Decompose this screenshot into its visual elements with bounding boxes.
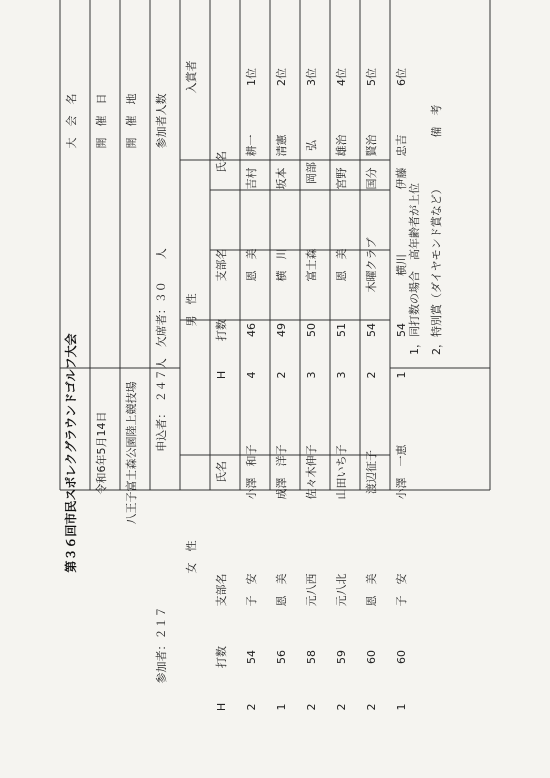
table-row <box>394 68 408 711</box>
female-branch-header: 支部名 <box>215 573 228 607</box>
male-name-cell: 吉村 耕一 <box>245 134 258 190</box>
male-name-cell: 国分 賢治 <box>365 134 378 190</box>
female-strokes-cell: 60 <box>365 650 378 664</box>
male-h-cell: 1 <box>395 371 408 379</box>
female-strokes-cell: 59 <box>335 650 348 664</box>
label-event-name: 大 会 名 <box>65 93 78 149</box>
female-branch-cell: 子 安 <box>245 573 258 607</box>
female-branch-cell: 子 安 <box>395 573 408 607</box>
female-branch-cell: 元八西 <box>305 573 318 607</box>
female-name-cell: 成澤 洋子 <box>275 444 288 500</box>
event-applicants: 申込者： ２４７人 欠席者：３０ 人 <box>155 248 168 452</box>
male-header: 男 性 <box>185 293 198 327</box>
table-row <box>334 68 348 711</box>
male-strokes-cell: 49 <box>275 323 288 337</box>
female-name-header: 氏名 <box>215 461 228 483</box>
female-h-cell: 2 <box>335 703 348 711</box>
male-h-cell: 4 <box>245 371 258 379</box>
male-name-cell: 宮野 雄治 <box>335 134 348 190</box>
female-strokes-cell: 54 <box>245 650 258 664</box>
label-participants: 参加者人数 <box>155 93 168 149</box>
female-h-header: H <box>215 702 228 712</box>
rank-cell: 4位 <box>335 68 348 86</box>
male-branch-header: 支部名 <box>215 248 228 282</box>
female-name-cell: 佐々木伸子 <box>305 444 318 500</box>
female-strokes-cell: 60 <box>395 650 408 664</box>
label-notes: 備 考 <box>430 104 443 138</box>
male-h-cell: 3 <box>305 371 318 379</box>
female-h-cell: 2 <box>365 703 378 711</box>
female-branch-cell: 恩 美 <box>275 573 288 607</box>
female-h-cell: 2 <box>305 703 318 711</box>
male-strokes-cell: 50 <box>305 323 318 337</box>
table-row <box>244 68 258 711</box>
table-row <box>274 68 288 711</box>
male-strokes-cell: 51 <box>335 323 348 337</box>
table-row <box>364 68 378 711</box>
female-name-cell: 小澤 一恵 <box>395 444 408 500</box>
female-strokes-cell: 58 <box>305 650 318 664</box>
label-date: 開 催 日 <box>95 93 108 149</box>
male-branch-cell: 横川 <box>395 254 408 276</box>
rank-cell: 1位 <box>245 68 258 86</box>
male-strokes-cell: 54 <box>365 323 378 337</box>
table-row <box>304 68 318 711</box>
male-strokes-cell: 46 <box>245 323 258 337</box>
male-name-header: 氏名 <box>215 151 228 173</box>
label-venue: 開 催 地 <box>125 93 138 149</box>
male-h-header: H <box>215 370 228 380</box>
male-strokes-header: 打数 <box>215 319 228 341</box>
note-line-1: 1，同打数の場合 高年齢者が上位 <box>408 183 421 355</box>
male-name-cell: 岡部 弘 <box>305 140 318 184</box>
male-branch-cell: 横 川 <box>275 248 288 282</box>
male-strokes-cell: 54 <box>395 323 408 337</box>
note-line-2: 2，特別賞（ダイヤモンド賞など） <box>430 183 443 355</box>
female-header: 女 性 <box>185 540 198 574</box>
event-title: 第３６回市民スポレクグラウンドゴルフ大会 <box>64 333 78 573</box>
male-h-cell: 2 <box>275 371 288 379</box>
male-branch-cell: 木曜クラブ <box>365 237 378 293</box>
female-name-cell: 小澤 和子 <box>245 444 258 500</box>
label-winners: 入賞者 <box>185 60 198 94</box>
male-name-cell: 坂本 清憲 <box>275 134 288 190</box>
female-branch-cell: 恩 美 <box>365 573 378 607</box>
male-h-cell: 2 <box>365 371 378 379</box>
rank-cell: 2位 <box>275 68 288 86</box>
event-date: 令和6年5月14日 <box>95 411 108 495</box>
male-h-cell: 3 <box>335 371 348 379</box>
female-strokes-cell: 56 <box>275 650 288 664</box>
female-h-cell: 2 <box>245 703 258 711</box>
male-branch-cell: 恩 美 <box>245 248 258 282</box>
rank-cell: 5位 <box>365 68 378 86</box>
rank-cell: 3位 <box>305 68 318 86</box>
event-venue: 八王子富士森公園陸上競技場 <box>125 381 138 525</box>
male-name-cell: 伊藤 忠吉 <box>395 134 408 190</box>
female-strokes-header: 打数 <box>215 646 228 668</box>
female-h-cell: 1 <box>275 703 288 711</box>
female-name-cell: 渡辺征子 <box>365 450 378 494</box>
event-attendees: 参加者：２１７ <box>155 606 168 684</box>
female-h-cell: 1 <box>395 703 408 711</box>
male-branch-cell: 恩 美 <box>335 248 348 282</box>
rank-cell: 6位 <box>395 68 408 86</box>
male-branch-cell: 富士森 <box>305 248 318 282</box>
female-name-cell: 山田いち子 <box>335 444 348 500</box>
female-branch-cell: 元八北 <box>335 573 348 607</box>
